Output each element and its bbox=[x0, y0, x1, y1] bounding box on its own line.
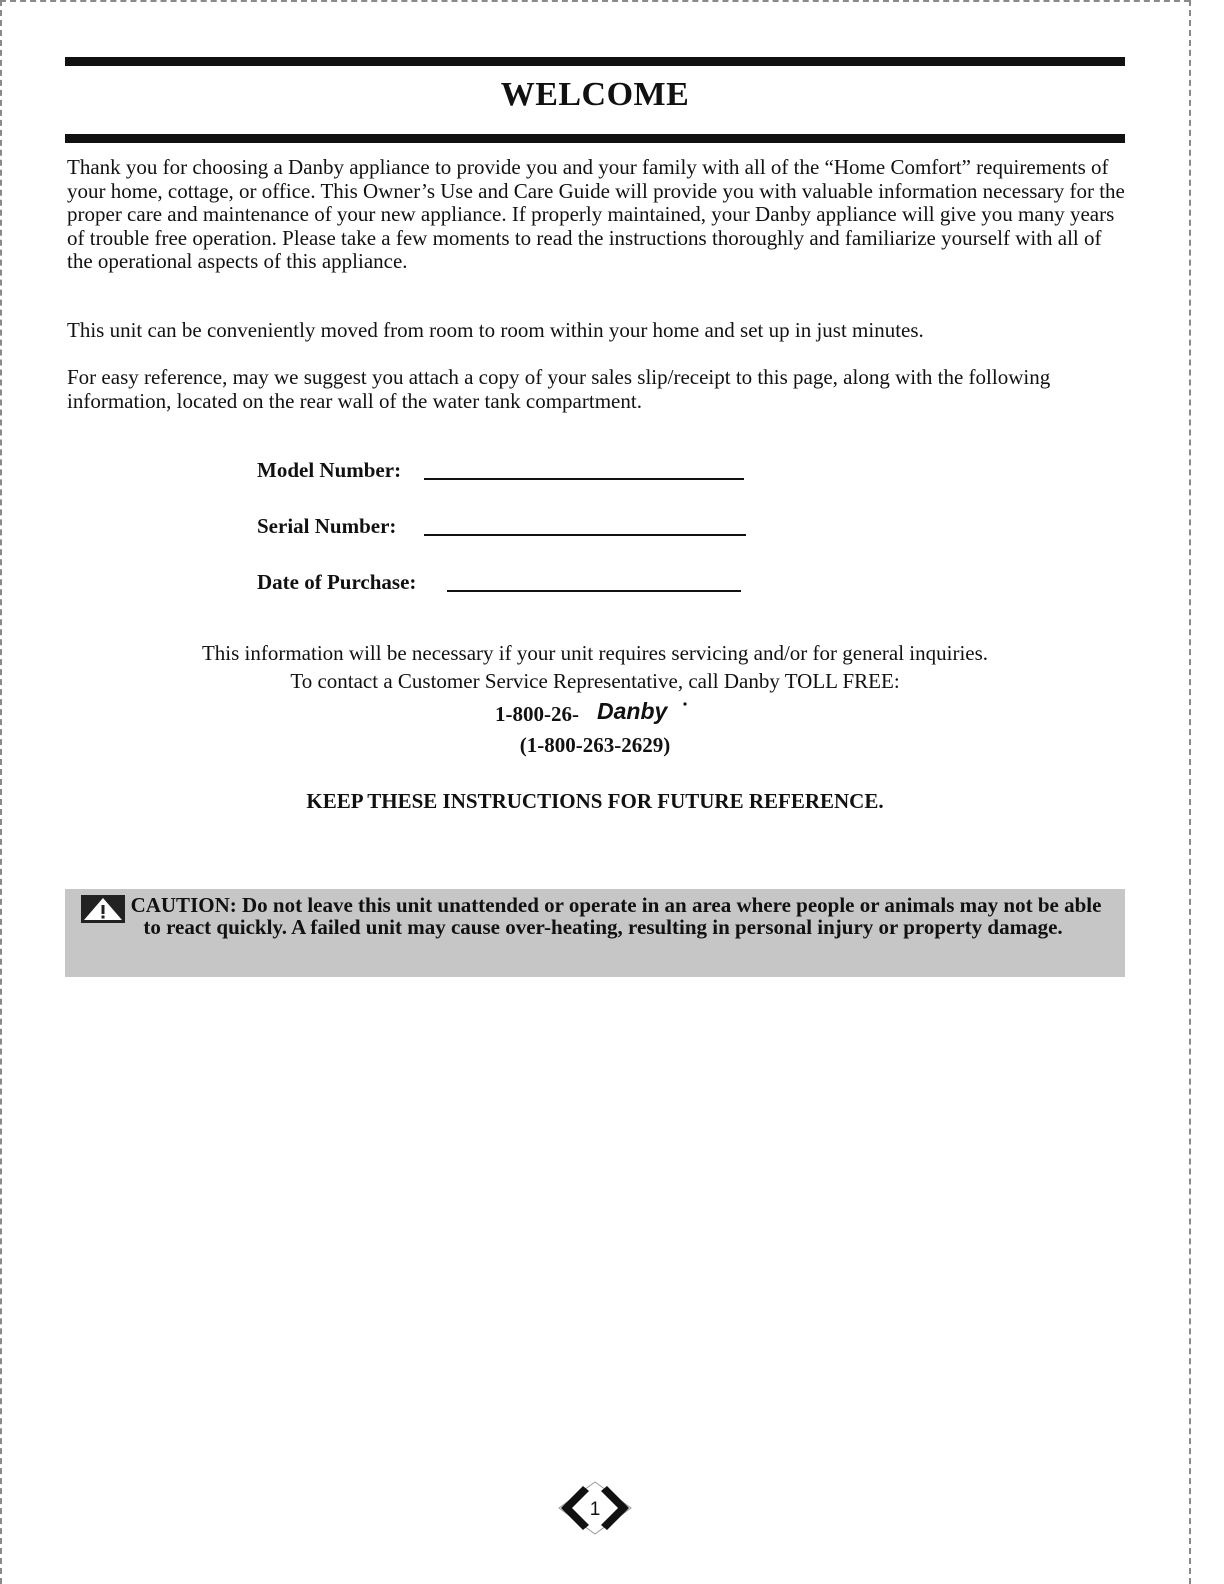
intro-paragraph: Thank you for choosing a Danby appliance to provide you and your family with all of the “Home Comfort” requirements of your home, cottage, or office. This Owner’s Use and Care Guide will provide you with valuable information necessary for the proper care and maintenance of your new appliance. If properly maintained, your Danby appliance will give you many years of trouble free operation. Please take a few moments to read the instructions thoroughly and familiarize yourself with all of the operational aspects of this appliance. bbox=[67, 155, 1125, 273]
svg-text:Danby: Danby bbox=[597, 699, 668, 724]
date-of-purchase-field bbox=[257, 570, 416, 595]
date-of-purchase-blank bbox=[447, 590, 741, 592]
page-number: 1 bbox=[589, 1499, 601, 1520]
portability-paragraph: This unit can be conveniently moved from room to room within your home and set up in just minutes. bbox=[67, 318, 924, 342]
serial-number-label: Serial Number: bbox=[257, 514, 397, 538]
phone-number-full: (1-800-263-2629) bbox=[519, 733, 671, 757]
caution-text: CAUTION: Do not leave this unit unattended or operate in an area where people or animals may not be able to react quickly. A failed unit may cause over-heating, resulting in personal injury or property damage. bbox=[130, 893, 1102, 939]
phone-prefix: 1-800-26- bbox=[495, 702, 579, 726]
cut-line-right bbox=[1189, 0, 1191, 1584]
contact-line: To contact a Customer Service Representative, call Danby TOLL FREE: bbox=[290, 669, 900, 693]
cut-line-top bbox=[0, 0, 1190, 2]
cut-line-left bbox=[0, 0, 2, 1584]
page-title: WELCOME bbox=[500, 76, 690, 113]
danby-logo bbox=[597, 699, 689, 725]
serial-number-field bbox=[257, 514, 396, 539]
model-number-field bbox=[257, 458, 401, 483]
model-number-label: Model Number: bbox=[257, 458, 402, 482]
page-number-badge bbox=[557, 1480, 633, 1536]
header-rule-top bbox=[65, 57, 1125, 66]
serial-number-blank bbox=[424, 534, 746, 536]
header-rule-bottom bbox=[65, 134, 1125, 143]
caution-box bbox=[65, 889, 1125, 977]
date-of-purchase-label: Date of Purchase: bbox=[257, 570, 417, 594]
model-number-blank bbox=[424, 478, 744, 480]
keep-instructions-notice: KEEP THESE INSTRUCTIONS FOR FUTURE REFERENCE. bbox=[306, 789, 884, 813]
reference-paragraph: For easy reference, may we suggest you attach a copy of your sales slip/receipt to this page, along with the following information, located on the rear wall of the water tank compartment. bbox=[67, 365, 1051, 413]
service-info-line: This information will be necessary if your unit requires servicing and/or for general inquiries. bbox=[201, 641, 989, 665]
